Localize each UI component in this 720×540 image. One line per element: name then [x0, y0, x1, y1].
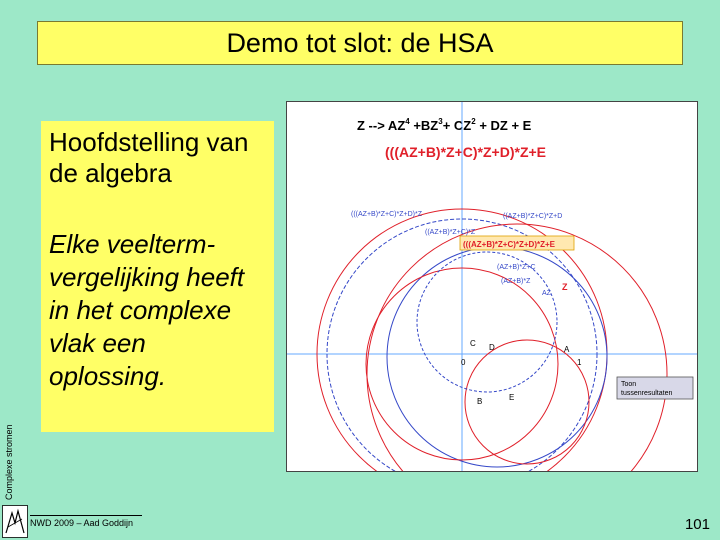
- label-step-7: AZ: [542, 290, 551, 297]
- body-text: Elke veelterm-vergelijking heeft in het complexe vlak een oplossing.: [49, 229, 245, 391]
- legend-line-1: Toon: [621, 381, 637, 388]
- page-number: 101: [684, 516, 710, 533]
- point-z: Z: [562, 282, 568, 292]
- tick-zero: 0: [461, 358, 466, 367]
- hsa-diagram: [286, 101, 698, 472]
- side-label: Complexe stromen: [4, 424, 14, 500]
- heading: Hoofdstelling van de algebra: [49, 127, 249, 188]
- legend-line-2: tussenresultaten: [621, 390, 673, 397]
- label-step-6: (AZ+B)*Z: [501, 278, 531, 285]
- tick-one: 1: [577, 358, 582, 367]
- formula-horner: (((AZ+B)*Z+C)*Z+D)*Z+E: [385, 144, 547, 160]
- title-box: [37, 21, 683, 65]
- point-b: B: [477, 397, 483, 406]
- label-step-1: (((AZ+B)*Z+C)*Z+D)*Z: [351, 211, 422, 218]
- slide-title: Demo tot slot: de HSA: [226, 27, 494, 58]
- label-step-4: (((AZ+B)*Z+C)*Z+D)*Z+E: [463, 240, 556, 249]
- point-c: C: [470, 339, 476, 348]
- circle-medium-blue: [387, 247, 607, 467]
- logo-icon: [2, 505, 28, 538]
- circle-small-blue: [417, 252, 557, 392]
- point-e: E: [509, 393, 515, 402]
- label-step-3: ((AZ+B)*Z+C)*Z: [425, 229, 476, 236]
- footer-divider: [30, 515, 142, 516]
- diagram-canvas: [287, 102, 697, 471]
- point-d: D: [489, 343, 495, 352]
- circle-small-red: [465, 340, 589, 464]
- label-step-5: (AZ+B)*Z+C: [497, 264, 536, 271]
- footer-text: NWD 2009 – Aad Goddijn: [30, 518, 134, 528]
- circle-outer-red: [367, 224, 667, 471]
- content-box: [41, 121, 274, 432]
- point-a: A: [564, 345, 570, 354]
- label-step-2: ((AZ+B)*Z+C)*Z+D: [503, 213, 563, 220]
- formula-polynomial: Z --> $AZ^4 +BZ^3+ CZ^2$ + DZ + E: [357, 117, 532, 133]
